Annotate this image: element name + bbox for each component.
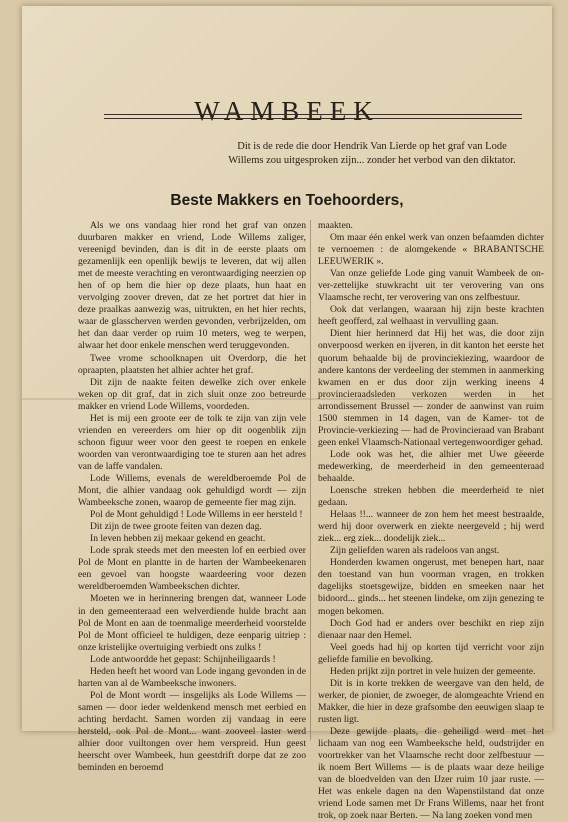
paragraph: Veel goeds had hij op korten tijd verricht voor zijn geliefde familie en bevolking.	[318, 641, 544, 665]
paragraph: Heden heeft het woord van Lode ingang gevonden in de harten van al de Wambeeksche inwoners.	[78, 665, 306, 689]
paragraph: Lode Willems, evenals de wereldberoemde Pol de Mont, die alhier vandaag ook gehuldigd wordt — zijn Wambeeksche zonen, waarop de gemeente fier mag zijn.	[78, 472, 306, 509]
page-title: WAMBEEK	[194, 96, 380, 127]
paragraph: Helaas !!... wanneer de zon hem het meest bestraalde, werd hij door overwerk en ziekte neergeveld ; hij werd ziek... erg ziek... doodelijk ziek...	[318, 509, 544, 545]
paragraph: Dient hier herinnerd dat Hij het was, die door zijn onverpoosd werken en ijveren, in dit kanton het eerste het quorum behaalde bij de provinciekiezing, waardoor de andere kantons der verdeeling der stemmen in aanmerking kwamen en er dus door zijn werking ineens 4 provincieraadsleden verkozen werden in het arrondissement Brussel — zonder de aanwinst van ruim 1500 stemmen in 14 dagen, van de Kamer- tot de Provincie-verkiezing — had de Provincieraad van Brabant geen enkel Vlaamsch-Nationaal vertegenwoordiger gehad.	[318, 328, 544, 448]
right-column	[318, 220, 544, 822]
paragraph: Om maar één enkel werk van onzen befaamden dichter te vernoemen : de alomgekende « BRABANTSCHE LEEUWERIK ».	[318, 232, 544, 268]
magazine-page	[22, 6, 552, 822]
paragraph: Dit zijn de naakte feiten dewelke zich over enkele weken op dit graf, dat in zich sluit onze zoo betreurde makker en vriend Lode Willems, voordeden.	[78, 376, 306, 412]
paragraph: Lode antwoordde het gepast: Schijnheiligaards !	[90, 653, 276, 665]
paragraph: Heden prijkt zijn portret in vele huizen der gemeente.	[330, 665, 536, 677]
paragraph: Pol de Mont wordt — insgelijks als Lode Willems — samen — door ieder weldenkend mensch met eerbied en achting herdacht. Samen worden zij vandaag in eere hersteld, ook Pol de Mont... want zooveel laster werd alhier door vuiltongen over hem verspreid. Hun geest heerscht over Wambeek, hun geestdrift dorpe dat ze zoo beminden en beroemd	[78, 689, 306, 774]
paragraph: Het is mij een groote eer de tolk te zijn van zijn vele vrienden en vereerders om hier op dit oogenblik zijn schoon figuur weer voor den geest te roepen en enkele woorden van verontwaardiging toe te sturen aan het adres van de laffe vandalen.	[78, 412, 306, 472]
column-divider	[310, 220, 311, 740]
paragraph: Ook dat verlangen, waaraan hij zijn beste krachten heeft geofferd, zal welhaast in vervulling gaan.	[318, 304, 544, 328]
title-rule-bottom	[104, 118, 522, 119]
paragraph: Honderden kwamen ongerust, met benepen hart, naar den toestand van hun voorman vragen, en trokken dagelijks stoetsgewijze, bidden en smeeken naar het bidoord... ginds... het steenen lindeke, om zijn genezing te mogen bekomen.	[318, 557, 544, 617]
paragraph: Zijn geliefden waren als radeloos van angst.	[330, 545, 500, 557]
paragraph: Lode ook was het, die alhier met Uwe gëeerde medewerking, de meerderheid in den gemeenteraad behaalde.	[318, 448, 544, 484]
paragraph: Twee vrome schoolknapen uit Overdorp, die het opraapten, plaatsten het alhier achter het graf.	[78, 352, 306, 376]
title-rule-top	[104, 114, 522, 115]
paragraph: Deze gewijde plaats, die geheiligd werd met het lichaam van nog een Wambeeksche held, oudstrijder en voortrekker van het Vlaamsche recht door zelfbestuur — ik noem Bert Willems — is de plaats waar deze heilige van de bloedvelden van den IJzer ruim 10 jaar ruste. — Het was enkele dagen na den Wapenstilstand dat onze vriend Lode samen met Dr Frans Willems, naar het front trok, op zoek naar Berten. — Na lang zoeken vond men	[318, 725, 544, 822]
paragraph: maakten.	[318, 220, 353, 231]
left-column	[78, 220, 306, 774]
paragraph: Loensche streken hebben die meerderheid te niet gedaan.	[318, 485, 544, 509]
intro-note: Dit is de rede die door Hendrik Van Lierde op het graf van Lode Willems zou uitgesproken zijn... zonder het verbod van den diktator.	[228, 141, 516, 166]
paragraph: Van onze geliefde Lode ging vanuit Wambeek de on-ver-zettelijke stuwkracht uit ter verovering van ons Vlaamsche recht, ter verovering van ons zelfbestuur.	[318, 268, 544, 304]
paragraph: Als we ons vandaag hier rond het graf van onzen duurbaren makker en vriend, Lode Willems zaliger, vereenigd bevinden, dan is dit in de eerste plaats om gezamenlijk een openlijk bewijs te leveren, dat wij allen met de meeste verachting en verontwaardiging neerzien op hen of op hem die hier op deze plaats, hun haat en vervolging zoover dreven, dat ze het portret dat hier in deze praalkas aanwezig was, uitrukten, en het hier rechts, waar de glasscherven werden gevonden, verbrijzelden, om het dan daar verder op ruim 10 meters, weg te werpen, alwaar het door enkele menschen werd teruggevonden.	[78, 220, 306, 352]
speech-greeting: Beste Makkers en Toehoorders,	[170, 192, 404, 209]
paragraph: In leven hebben zij mekaar gekend en geacht.	[90, 533, 266, 545]
paragraph: Lode sprak steeds met den meesten lof en eerbied over Pol de Mont en plantte in de harten der Wambeekenaren een gevoel van hoogste waardeering voor dezen wereldberoemden Wambeekschen dichter.	[78, 545, 306, 593]
paragraph: Dit is in korte trekken de weergave van den held, de werker, de pionier, de zwoeger, de alomgeachte Vriend en Makker, die hier in deze grafsombe den eeuwigen slaap te rusten ligt.	[318, 677, 544, 725]
paragraph: Dit zijn de twee groote feiten van dezen dag.	[90, 521, 262, 533]
paragraph: Moeten we in herinnering brengen dat, wanneer Lode in den gemeenteraad een welverdiende hulde bracht aan Pol de Mont en aan de toenmalige meerderheid voorstelde Pol de Mont officieel te huldigen, deze eenparig uitriep : onze kristelijke overtuiging verbiedt ons zulks !	[78, 593, 306, 653]
paragraph: Pol de Mont gehuldigd ! Lode Willems in eer hersteld !	[90, 509, 303, 521]
paragraph: Doch God had er anders over beschikt en riep zijn dienaar naar den Hemel.	[318, 617, 544, 641]
